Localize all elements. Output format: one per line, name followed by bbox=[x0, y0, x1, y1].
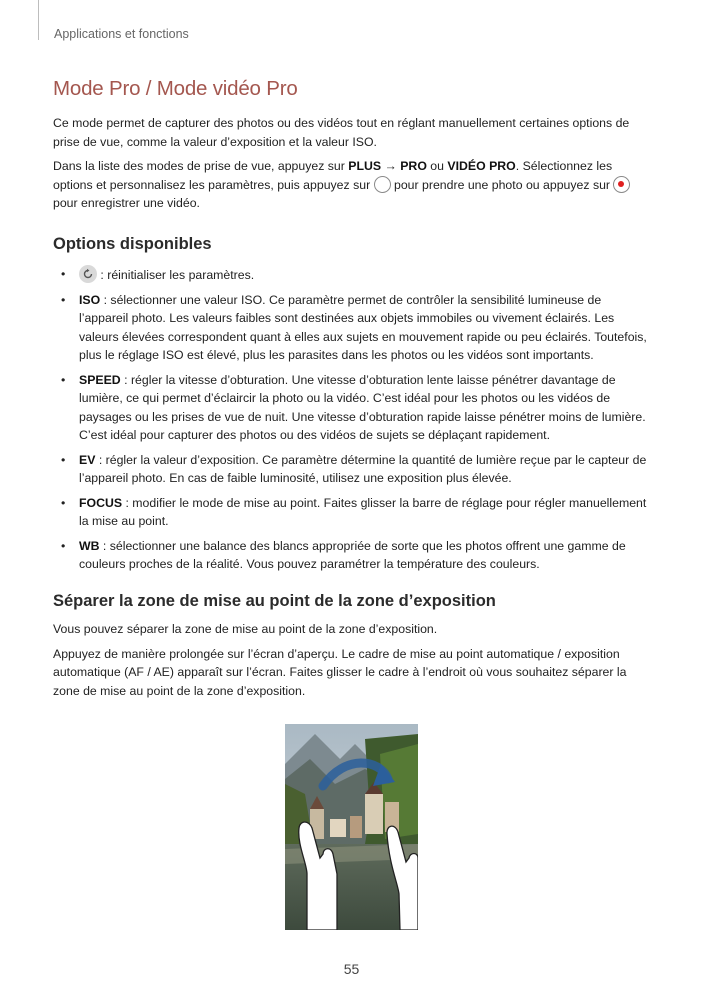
options-list bbox=[53, 265, 653, 574]
landscape-preview-image bbox=[285, 724, 418, 930]
intro-paragraph: Ce mode permet de capturer des photos ou des vidéos tout en réglant manuellement certaines options de prise de vue, comme la valeur d’exposition et la valeur ISO. bbox=[53, 116, 630, 149]
shutter-button-icon bbox=[374, 176, 391, 193]
plus-mode-label: PLUS bbox=[348, 159, 382, 173]
option-wb: • WB : sélectionner une balance des blancs appropriée de sorte que les photos offrent une gamme de couleurs proches de la réalité. Vous pouvez paramétrer la température des couleurs. bbox=[53, 537, 653, 574]
option-ev: • EV : régler la valeur d’exposition. Ce paramètre détermine la quantité de lumière reçue par le capteur de l’appareil photo. En cas de faible luminosité, utilisez une exposition plus élevée. bbox=[53, 451, 653, 488]
pro-mode-label: PRO bbox=[400, 159, 427, 173]
margin-rule bbox=[38, 0, 39, 40]
options-heading: Options disponibles bbox=[53, 234, 212, 253]
section-header: Applications et fonctions bbox=[54, 27, 189, 41]
page-number: 55 bbox=[343, 961, 360, 977]
separate-paragraph-1: Vous pouvez séparer la zone de mise au point de la zone d’exposition. bbox=[53, 622, 438, 636]
instructions-paragraph: Dans la liste des modes de prise de vue, appuyez sur PLUS → PRO ou VIDÉO PRO. Sélectionnez les options et personnalisez les paramètres, puis appuyez sur pour prendre une photo ou appuyez sur pour enregistrer une vidéo. bbox=[53, 157, 653, 213]
focus-exposure-illustration bbox=[285, 724, 418, 930]
option-reset: • : réinitialiser les paramètres. bbox=[53, 265, 653, 285]
separate-paragraph-2: Appuyez de manière prolongée sur l’écran d’aperçu. Le cadre de mise au point automatique / exposition automatique (AF / AE) apparaît sur l’écran. Faites glisser le cadre à l’endroit où vous souhaitez séparer la zone de mise au point de la zone d’exposition. bbox=[53, 646, 627, 698]
page-title: Mode Pro / Mode vidéo Pro bbox=[53, 77, 298, 100]
option-iso: • ISO : sélectionner une valeur ISO. Ce paramètre permet de contrôler la sensibilité lumineuse de l’appareil photo. Les valeurs faibles sont destinées aux objets immobiles ou vivement éclairés. Les valeurs élevées correspondent quant à elles aux sujets en mouvement rapide ou peu éclairés. Toutefois, plus le réglage ISO est élevé, plus les parasites dans les photos ou les vidéos sont importants. bbox=[53, 291, 653, 365]
separate-zone-heading: Séparer la zone de mise au point de la zone d’exposition bbox=[53, 591, 496, 610]
option-focus: • FOCUS : modifier le mode de mise au point. Faites glisser la barre de réglage pour régler manuellement la mise au point. bbox=[53, 494, 653, 531]
record-button-icon bbox=[613, 176, 630, 193]
main-content bbox=[53, 114, 653, 706]
option-speed: • SPEED : régler la vitesse d’obturation. Une vitesse d’obturation lente laisse pénétrer davantage de lumière, ce qui permet d’éclaircir la photo ou la vidéo. C’est idéal pour les photos ou les vidéos de paysages ou les prises de vue de nuit. Une vitesse d’obturation rapide laisse pénétrer moins de lumière. C’est idéal pour capturer des photos ou des vidéos de sujets se déplaçant rapidement. bbox=[53, 371, 653, 445]
reset-icon bbox=[79, 265, 97, 283]
video-pro-mode-label: VIDÉO PRO bbox=[447, 159, 516, 173]
